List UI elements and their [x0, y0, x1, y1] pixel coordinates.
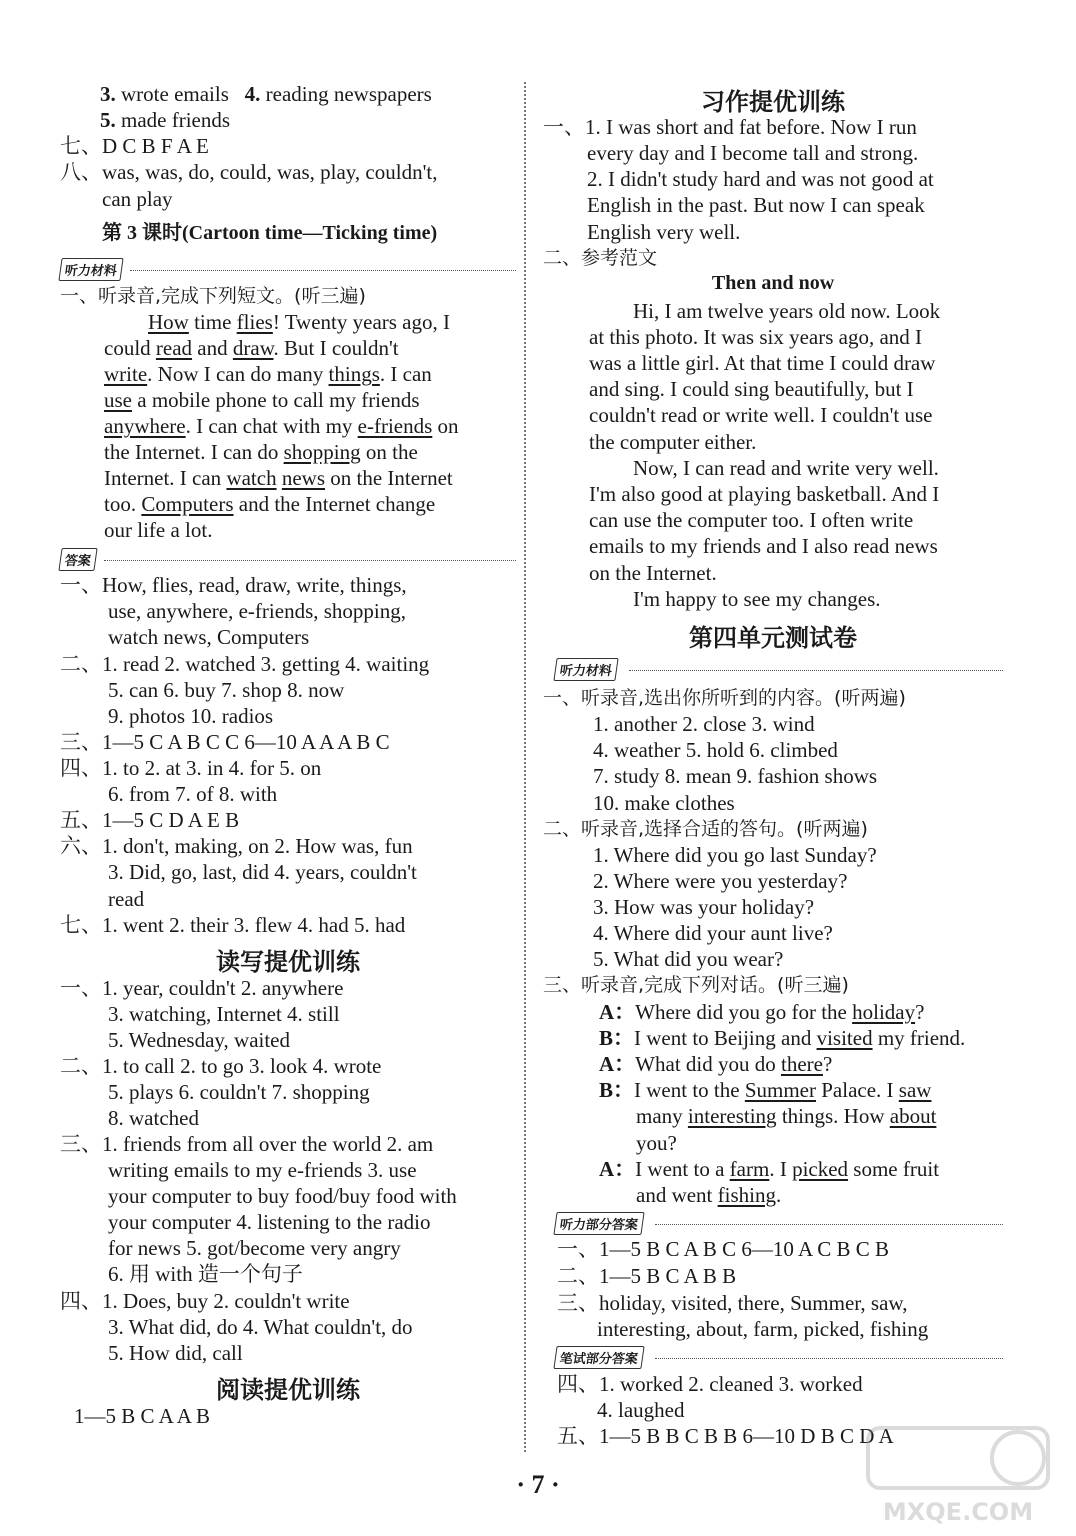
passage-line: Internet. I can watch news on the Internet	[104, 466, 453, 490]
answer-line: 六、1. don't, making, on 2. How was, fun	[60, 834, 413, 858]
answer-line: 五、1—5 B B C B B 6—10 D B C D A	[557, 1424, 894, 1448]
answer-line: 3. wrote emails 4. reading newspapers	[100, 82, 432, 106]
dialogue-line: A：I went to a farm. I picked some fruit	[599, 1157, 940, 1181]
answer-line: read	[108, 887, 145, 911]
essay-line: can use the computer too. I often write	[589, 508, 914, 532]
answer-line: 6. from 7. of 8. with	[108, 782, 278, 806]
essay-line: was a little girl. At that time I could draw	[589, 351, 936, 375]
essay-line: the computer either.	[589, 430, 757, 454]
answer-line: 8. watched	[108, 1106, 199, 1130]
answer-line: 二、参考范文	[543, 247, 658, 269]
answer-line: 四、1. Does, buy 2. couldn't write	[60, 1289, 350, 1313]
dialogue-line: B：I went to Beijing and visited my friend.	[599, 1026, 966, 1050]
passage-line: write. Now I can do many things. I can	[104, 362, 432, 386]
section-heading: 第四单元测试卷	[689, 624, 857, 652]
tag-rule	[130, 270, 516, 271]
answer-line: your computer to buy food/buy food with	[108, 1184, 457, 1208]
dialogue-line: you?	[636, 1131, 677, 1155]
answer-line: 二、1. to call 2. to go 3. look 4. wrote	[60, 1054, 382, 1078]
answer-line: 七、D C B F A E	[60, 134, 209, 158]
answer-line: 二、1—5 B C A B B	[557, 1264, 737, 1288]
answer-line: your computer 4. listening to the radio	[108, 1210, 431, 1234]
answer-line: can play	[102, 187, 173, 211]
essay-line: I'm also good at playing basketball. And I	[589, 482, 940, 506]
answer-line: English very well.	[587, 220, 741, 244]
answer-line: 四、1. to 2. at 3. in 4. for 5. on	[60, 756, 322, 780]
tag-listening-answers: 听力部分答案	[553, 1212, 644, 1235]
answer-line: 5. can 6. buy 7. shop 8. now	[108, 678, 345, 702]
answer-line: 一、How, flies, read, draw, write, things,	[60, 573, 407, 597]
answer-line: 2. I didn't study hard and was not good at	[587, 167, 934, 191]
essay-line: on the Internet.	[589, 561, 717, 585]
answer-line: 4. weather 5. hold 6. climbed	[593, 738, 838, 762]
answer-line: 4. laughed	[597, 1398, 685, 1422]
answer-line: interesting, about, farm, picked, fishing	[597, 1317, 929, 1341]
section-heading: 读写提优训练	[216, 948, 360, 976]
dialogue-line: many interesting things. How about	[636, 1104, 937, 1128]
tag-rule	[655, 1358, 1003, 1359]
question-title: 一、听录音,完成下列短文。(听三遍)	[60, 285, 366, 307]
passage-line: too. Computers and the Internet change	[104, 492, 436, 516]
answer-line: 五、1—5 C D A E B	[60, 808, 240, 832]
passage-line: the Internet. I can do shopping on the	[104, 440, 418, 464]
answer-line: 三、1. friends from all over the world 2. am	[60, 1132, 434, 1156]
answer-line: English in the past. But now I can speak	[587, 193, 925, 217]
question-title: 一、听录音,选出你所听到的内容。(听两遍)	[543, 687, 906, 709]
tag-listening-material: 听力材料	[553, 658, 618, 681]
answer-line: 七、1. went 2. their 3. flew 4. had 5. had	[60, 913, 406, 937]
answer-line: use, anywhere, e-friends, shopping,	[108, 599, 406, 623]
answer-line: for news 5. got/become very angry	[108, 1236, 401, 1260]
answer-line: 5. How did, call	[108, 1341, 243, 1365]
answer-line: 一、1. I was short and fat before. Now I run	[543, 115, 917, 139]
answer-line: 三、holiday, visited, there, Summer, saw,	[557, 1291, 908, 1315]
answer-line: 5. What did you wear?	[593, 947, 784, 971]
tag-rule	[629, 670, 1003, 671]
answer-line: 3. Did, go, last, did 4. years, couldn't	[108, 860, 417, 884]
answer-line: 一、1. year, couldn't 2. anywhere	[60, 976, 344, 1000]
answer-line: 7. study 8. mean 9. fashion shows	[593, 764, 878, 788]
watermark-text: MXQE.COM	[882, 1498, 1034, 1526]
essay-line: and sing. I could sing beautifully, but I	[589, 377, 914, 401]
page-number: · 7 ·	[516, 1470, 560, 1499]
answer-line: 四、1. worked 2. cleaned 3. worked	[557, 1372, 863, 1396]
question-title: 三、听录音,完成下列对话。(听三遍)	[543, 974, 849, 996]
dialogue-line: and went fishing.	[636, 1183, 782, 1207]
answer-line: 二、1. read 2. watched 3. getting 4. waiting	[60, 652, 430, 676]
tag-rule	[655, 1224, 1003, 1225]
passage-line: How time flies! Twenty years ago, I	[148, 310, 450, 334]
question-title: 二、听录音,选择合适的答句。(听两遍)	[543, 818, 868, 840]
answer-line: 5. Wednesday, waited	[108, 1028, 291, 1052]
essay-line: emails to my friends and I also read news	[589, 534, 938, 558]
passage-line: use a mobile phone to call my friends	[104, 388, 420, 412]
answer-line: 6. 用 with 造一个句子	[108, 1262, 303, 1286]
tag-answer: 答案	[58, 548, 97, 571]
dialogue-line: A：What did you do there?	[599, 1052, 833, 1076]
essay-line: I'm happy to see my changes.	[633, 587, 881, 611]
essay-title: Then and now	[711, 272, 835, 294]
answer-line: 3. watching, Internet 4. still	[108, 1002, 340, 1026]
tag-listening-material: 听力材料	[58, 258, 123, 281]
answer-line: writing emails to my e-friends 3. use	[108, 1158, 417, 1182]
watermark-logo	[858, 1420, 1058, 1530]
answer-line: 10. make clothes	[593, 791, 735, 815]
answer-line: 1—5 B C A A B	[74, 1404, 210, 1428]
answer-line: 1. another 2. close 3. wind	[593, 712, 815, 736]
answer-line: 4. Where did your aunt live?	[593, 921, 833, 945]
essay-line: Hi, I am twelve years old now. Look	[633, 299, 941, 323]
lesson-title: 第 3 课时(Cartoon time—Ticking time)	[102, 222, 438, 244]
answer-line: 5. plays 6. couldn't 7. shopping	[108, 1080, 370, 1104]
answer-line: every day and I become tall and strong.	[587, 141, 919, 165]
column-divider	[524, 82, 526, 1452]
answer-line: 3. How was your holiday?	[593, 895, 815, 919]
tag-rule	[104, 560, 516, 561]
passage-line: our life a lot.	[104, 518, 213, 542]
dialogue-line: A：Where did you go for the holiday?	[599, 1000, 925, 1024]
answer-line: 9. photos 10. radios	[108, 704, 274, 728]
answer-line: 3. What did, do 4. What couldn't, do	[108, 1315, 413, 1339]
answer-line: 2. Where were you yesterday?	[593, 869, 848, 893]
essay-line: at this photo. It was six years ago, and I	[589, 325, 923, 349]
section-heading: 习作提优训练	[701, 88, 845, 116]
answer-line: 三、1—5 C A B C C 6—10 A A A B C	[60, 730, 390, 754]
dialogue-line: B：I went to the Summer Palace. I saw	[599, 1078, 932, 1102]
tag-written-answers: 笔试部分答案	[553, 1346, 644, 1369]
answer-line: watch news, Computers	[108, 625, 310, 649]
essay-line: couldn't read or write well. I couldn't use	[589, 403, 933, 427]
answer-line: 1. Where did you go last Sunday?	[593, 843, 877, 867]
answer-line: 八、was, was, do, could, was, play, couldn't,	[60, 160, 438, 184]
section-heading: 阅读提优训练	[216, 1376, 360, 1404]
answer-line: 一、1—5 B C A B C 6—10 A C B C B	[557, 1237, 890, 1261]
passage-line: could read and draw. But I couldn't	[104, 336, 399, 360]
passage-line: anywhere. I can chat with my e-friends on	[104, 414, 459, 438]
essay-line: Now, I can read and write very well.	[633, 456, 939, 480]
answer-line: 5. made friends	[100, 108, 231, 132]
